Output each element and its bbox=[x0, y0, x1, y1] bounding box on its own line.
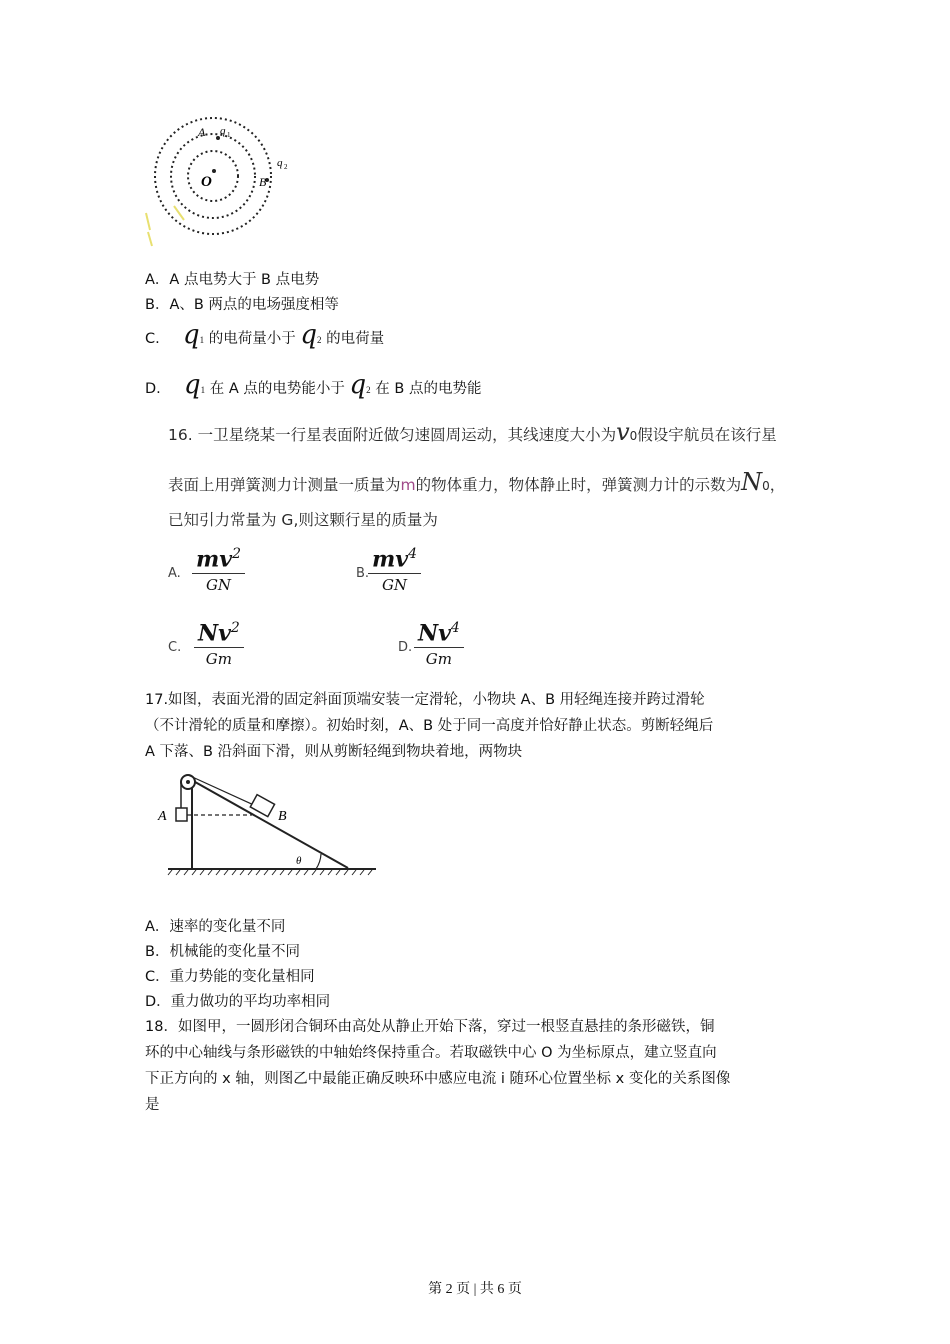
fraction-denominator: GN bbox=[205, 576, 232, 595]
numerator-text: Nv bbox=[418, 620, 451, 647]
label-q2: q bbox=[277, 157, 283, 169]
option-d-prefix: D. bbox=[145, 381, 161, 397]
label-q2-sub: 2 bbox=[284, 163, 288, 171]
option-c-mid: 的电荷量小于 bbox=[208, 331, 296, 347]
q16-line3: 已知引力常量为 G,则这颗行星的质量为 bbox=[168, 511, 438, 529]
fraction-numerator bbox=[192, 540, 245, 574]
q16-line2-mid: 的物体重力，物体静止时，弹簧测力计的示数为 bbox=[415, 476, 742, 494]
q17-option-b: B．机械能的变化量不同 bbox=[145, 944, 300, 960]
q18-line4: 是 bbox=[145, 1097, 160, 1113]
q15-option-d bbox=[145, 370, 481, 400]
fraction-numerator bbox=[368, 540, 421, 574]
label-theta: θ bbox=[296, 855, 302, 867]
q18-line2: 环的中心轴线与条形磁铁的中轴始终保持重合。若取磁铁中心 O 为坐标原点，建立竖直向 bbox=[145, 1045, 717, 1061]
figure-incline-pulley bbox=[148, 768, 380, 883]
m-symbol: m bbox=[400, 476, 416, 494]
q16-option-d-label: D. bbox=[398, 640, 413, 655]
q15-option-c bbox=[145, 320, 384, 350]
q16-option-b-fraction bbox=[368, 540, 421, 596]
q17-option-a: A．速率的变化量不同 bbox=[145, 919, 286, 935]
option-c-prefix: C. bbox=[145, 331, 160, 347]
q16-option-d-fraction bbox=[414, 614, 464, 670]
q16-line1-text: 16. 一卫星绕某一行星表面附近做匀速圆周运动，其线速度大小为 bbox=[168, 426, 617, 444]
exponent: 4 bbox=[408, 546, 417, 562]
label-b: B bbox=[278, 809, 287, 824]
q17-line3: A 下落、B 沿斜面下滑，则从剪断轻绳到物块着地，两物块 bbox=[145, 744, 523, 760]
option-d-mid: 在 A 点的电势能小于 bbox=[209, 381, 345, 397]
q16-option-c-label: C. bbox=[168, 640, 182, 655]
q1-symbol: q bbox=[184, 370, 201, 400]
label-o: O bbox=[201, 174, 212, 190]
option-c-suffix: 的电荷量 bbox=[326, 331, 385, 347]
fraction-denominator: Gm bbox=[425, 650, 453, 669]
q16-line1 bbox=[168, 418, 777, 446]
q1-symbol: q bbox=[182, 320, 200, 350]
label-q1: q bbox=[220, 125, 226, 137]
q16-line2-text: 表面上用弹簧测力计测量一质量为 bbox=[168, 476, 401, 494]
exponent: 2 bbox=[230, 620, 240, 636]
label-a: A bbox=[158, 809, 167, 824]
n0-sub: 0 bbox=[762, 479, 770, 493]
q1-sub: 1 bbox=[199, 335, 205, 345]
q17-option-d: D．重力做功的平均功率相同 bbox=[145, 994, 331, 1010]
fraction-numerator bbox=[414, 614, 464, 648]
q16-option-b-label: B. bbox=[356, 566, 370, 581]
fraction-denominator: GN bbox=[381, 576, 408, 595]
q17-line1: 17.如图，表面光滑的固定斜面顶端安装一定滑轮，小物块 A、B 用轻绳连接并跨过滑轮 bbox=[145, 692, 705, 708]
q15-option-a: A．A 点电势大于 B 点电势 bbox=[145, 272, 320, 288]
v0-symbol: v bbox=[616, 418, 630, 446]
fraction-numerator bbox=[194, 614, 244, 648]
q17-line2: （不计滑轮的质量和摩擦）。初始时刻，A、B 处于同一高度并恰好静止状态。剪断轻绳后 bbox=[145, 718, 714, 734]
q18-line1: 18．如图甲，一圆形闭合铜环由高处从静止开始下落，穿过一根竖直悬挂的条形磁铁，铜 bbox=[145, 1019, 715, 1035]
q17-option-c: C．重力势能的变化量相同 bbox=[145, 969, 315, 985]
n0-symbol: N bbox=[741, 468, 763, 496]
q16-option-c-fraction bbox=[194, 614, 244, 670]
label-a: A bbox=[198, 125, 206, 139]
exponent: 2 bbox=[232, 546, 241, 562]
q16-option-a-label: A. bbox=[168, 566, 181, 581]
q2-symbol: q bbox=[300, 320, 317, 350]
q16-line2 bbox=[168, 468, 785, 496]
q16-option-a-fraction bbox=[192, 540, 245, 596]
label-b: B bbox=[259, 175, 267, 189]
q16-line1-end: 假设宇航员在该行星 bbox=[637, 426, 777, 444]
numerator-text: Nv bbox=[198, 620, 231, 647]
q2-sub: 2 bbox=[316, 335, 322, 345]
q2-symbol: q bbox=[349, 370, 367, 400]
v0-sub: 0 bbox=[629, 429, 638, 443]
q1-sub: 1 bbox=[200, 385, 206, 395]
fraction-denominator: Gm bbox=[205, 650, 233, 669]
q15-option-b: B．A、B 两点的电场强度相等 bbox=[145, 297, 339, 313]
label-q1-sub: 1 bbox=[227, 131, 231, 139]
page-footer: 第 2 页 | 共 6 页 bbox=[428, 1282, 522, 1297]
numerator-text: mv bbox=[196, 546, 233, 573]
exponent: 4 bbox=[450, 620, 460, 636]
q2-sub: 2 bbox=[366, 385, 371, 395]
option-d-suffix: 在 B 点的电势能 bbox=[375, 381, 482, 397]
numerator-text: mv bbox=[372, 546, 409, 573]
q16-line2-end: ， bbox=[769, 476, 786, 494]
q18-line3: 下正方向的 x 轴，则图乙中最能正确反映环中感应电流 i 随环心位置坐标 x 变化的关系图像 bbox=[145, 1071, 731, 1087]
figure-concentric-circles bbox=[140, 108, 300, 253]
